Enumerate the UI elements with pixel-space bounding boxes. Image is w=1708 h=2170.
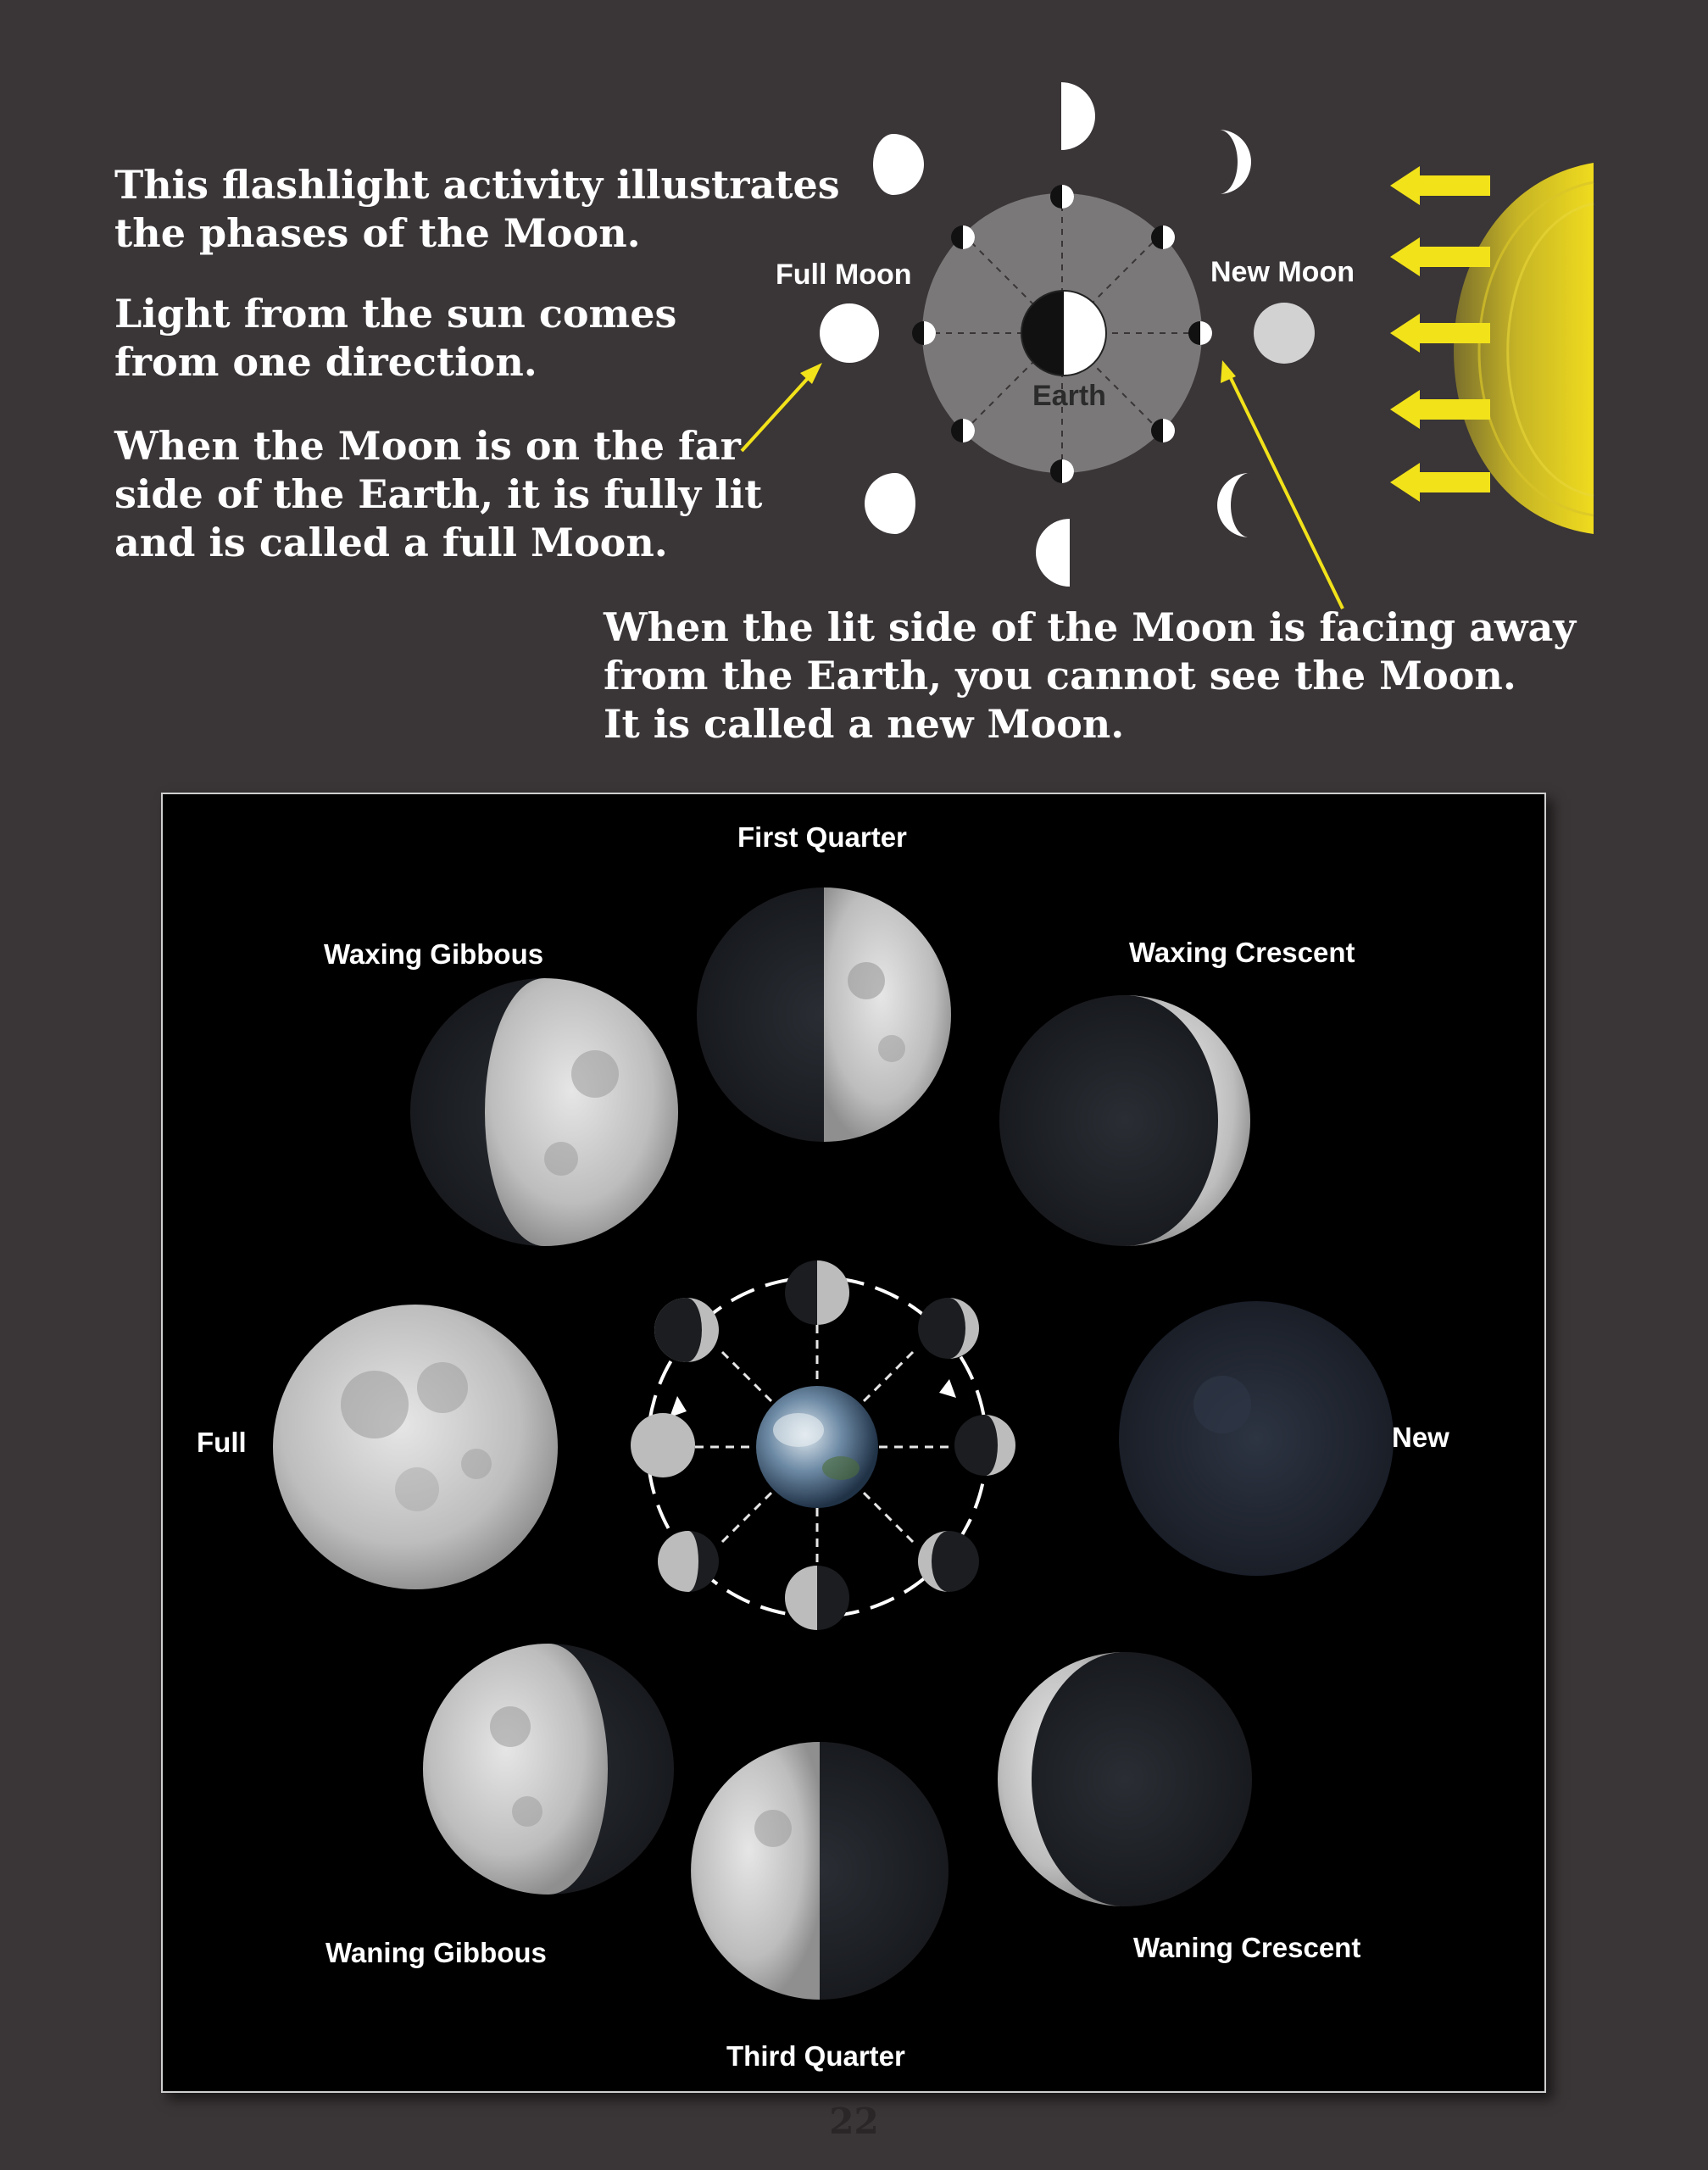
third-quarter-icon bbox=[1036, 519, 1070, 587]
moon-icon bbox=[785, 1566, 849, 1630]
waning-gibbous-icon bbox=[865, 473, 915, 534]
new-moon-text: When the lit side of the Moon is facing away from the Earth, you cannot see the Moon. It is called a new Moon. bbox=[604, 604, 1577, 747]
moon-orbit-diagram bbox=[0, 0, 1708, 610]
earth-globe-icon bbox=[756, 1386, 878, 1508]
full-moon-icon bbox=[820, 303, 879, 363]
waning-crescent-label: Waning Crescent bbox=[1133, 1932, 1361, 1963]
full-label: Full bbox=[197, 1427, 247, 1458]
moon-icon bbox=[954, 1415, 1015, 1476]
waning-gibbous-moon bbox=[423, 1644, 674, 1895]
waning-crescent-moon bbox=[998, 1652, 1252, 1906]
first-quarter-icon bbox=[1061, 82, 1095, 150]
moon-icon bbox=[658, 1531, 719, 1592]
moon-icon bbox=[785, 1260, 849, 1325]
waning-crescent-icon bbox=[1217, 473, 1249, 537]
moon-icon bbox=[654, 1298, 719, 1362]
arrow-icon bbox=[1390, 463, 1490, 502]
moon-icon bbox=[918, 1531, 979, 1592]
waxing-crescent-icon bbox=[1219, 130, 1251, 194]
full-moon-label: Full Moon bbox=[776, 259, 912, 291]
intro-text: This flashlight activity illustrates the phases of the Moon. bbox=[114, 162, 840, 256]
center-orbit-diagram bbox=[631, 1260, 1015, 1630]
waxing-gibbous-label: Waxing Gibbous bbox=[324, 938, 544, 970]
first-quarter-label: First Quarter bbox=[737, 821, 907, 853]
full-moon bbox=[273, 1305, 558, 1589]
waxing-gibbous-moon bbox=[410, 978, 678, 1246]
waxing-crescent-label: Waxing Crescent bbox=[1129, 937, 1355, 968]
moon-icon bbox=[1151, 225, 1175, 249]
waning-gibbous-label: Waning Gibbous bbox=[325, 1937, 547, 1968]
new-moon-icon bbox=[1254, 303, 1315, 364]
earth-icon bbox=[1021, 291, 1106, 376]
third-quarter-moon bbox=[691, 1742, 949, 2000]
third-quarter-label: Third Quarter bbox=[726, 2040, 905, 2072]
moon-icon bbox=[951, 419, 975, 442]
moon-phases-photo-panel bbox=[161, 793, 1546, 2093]
page-number: 22 bbox=[829, 2100, 879, 2142]
moon-icon bbox=[951, 225, 975, 249]
moon-icon bbox=[1050, 185, 1074, 209]
moon-icon bbox=[1188, 321, 1212, 345]
new-moon bbox=[1119, 1301, 1394, 1576]
sunlight-arrows bbox=[1390, 166, 1490, 502]
waxing-crescent-moon bbox=[999, 995, 1250, 1246]
moon-icon bbox=[912, 321, 936, 345]
sun-direction-text: Light from the sun comes from one direction. bbox=[114, 291, 677, 385]
moon-icon bbox=[1151, 419, 1175, 442]
moon-icon bbox=[1050, 459, 1074, 483]
arrow-icon bbox=[1390, 166, 1490, 205]
moon-icon bbox=[918, 1298, 979, 1359]
waxing-gibbous-icon bbox=[873, 134, 924, 195]
first-quarter-moon bbox=[697, 887, 951, 1142]
new-label: New bbox=[1392, 1422, 1449, 1453]
moon-icon bbox=[631, 1413, 695, 1477]
new-moon-label: New Moon bbox=[1210, 256, 1355, 288]
earth-label: Earth bbox=[1032, 380, 1106, 412]
full-moon-text: When the Moon is on the far side of the Earth, it is fully lit and is called a full Moon. bbox=[114, 423, 763, 565]
